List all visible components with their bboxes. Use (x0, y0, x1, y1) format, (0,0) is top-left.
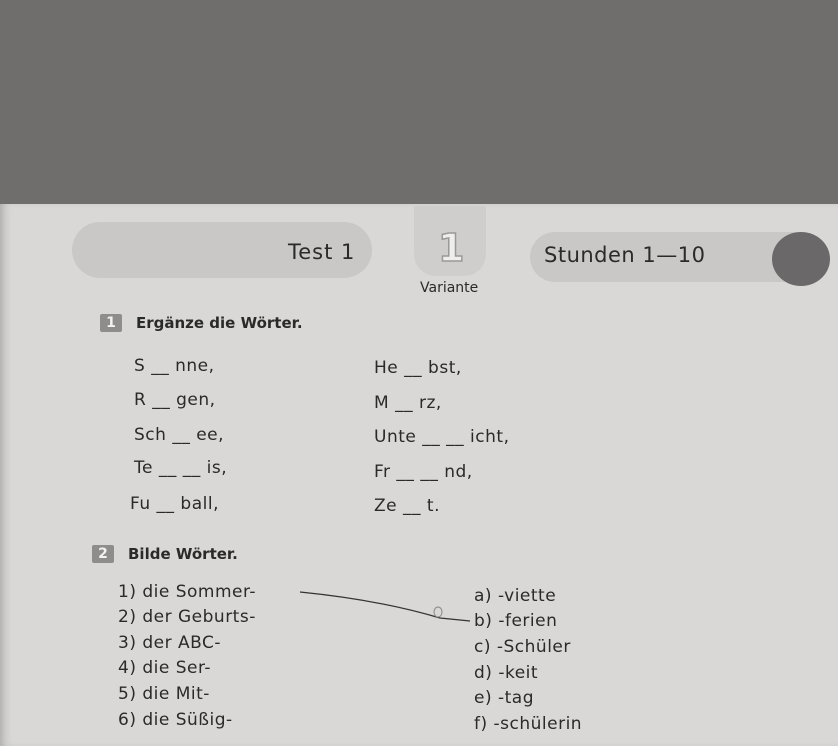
task2-title: Bilde Wörter. (128, 545, 238, 563)
task1-word-right-1: He __ bst, (374, 358, 462, 378)
lessons-range: Stunden 1—10 (544, 243, 706, 267)
variant-label: Variante (420, 280, 479, 296)
task2-item-left-1: 1) die Sommer- (118, 582, 257, 602)
task1-word-right-2: M __ rz, (374, 393, 442, 413)
task2-item-left-6: 6) die Süßig- (118, 710, 233, 730)
task2-number-badge: 2 (92, 545, 114, 563)
task1-word-left-2: R __ gen, (134, 390, 216, 410)
task1-word-left-5: Fu __ ball, (130, 494, 219, 514)
task1-word-left-4: Te __ __ is, (134, 458, 228, 478)
task1-word-right-5: Ze __ t. (374, 496, 440, 516)
task2-item-right-a: a) -viette (474, 586, 557, 606)
task1-word-left-1: S __ nne, (134, 356, 215, 376)
task2-item-left-5: 5) die Mit- (118, 684, 210, 704)
task2-item-left-3: 3) der ABC- (118, 633, 221, 653)
task2-item-right-d: d) -keit (474, 663, 539, 683)
task2-item-left-2: 2) der Geburts- (118, 607, 256, 627)
variant-number: 1 (438, 226, 465, 270)
task2-item-left-4: 4) die Ser- (118, 658, 212, 678)
task1-number-badge: 1 (100, 314, 122, 332)
task1-word-left-3: Sch __ ee, (134, 425, 225, 445)
task1-word-right-3: Unte __ __ icht, (374, 427, 510, 447)
task2-item-right-c: c) -Schüler (474, 637, 571, 657)
test-title: Test 1 (288, 240, 356, 264)
task1-word-right-4: Fr __ __ nd, (374, 462, 473, 482)
task2-item-right-b: b) -ferien (474, 611, 558, 631)
task2-item-right-e: e) -tag (474, 688, 535, 708)
task1-title: Ergänze die Wörter. (136, 314, 303, 332)
task2-item-right-f: f) -schülerin (474, 714, 583, 734)
